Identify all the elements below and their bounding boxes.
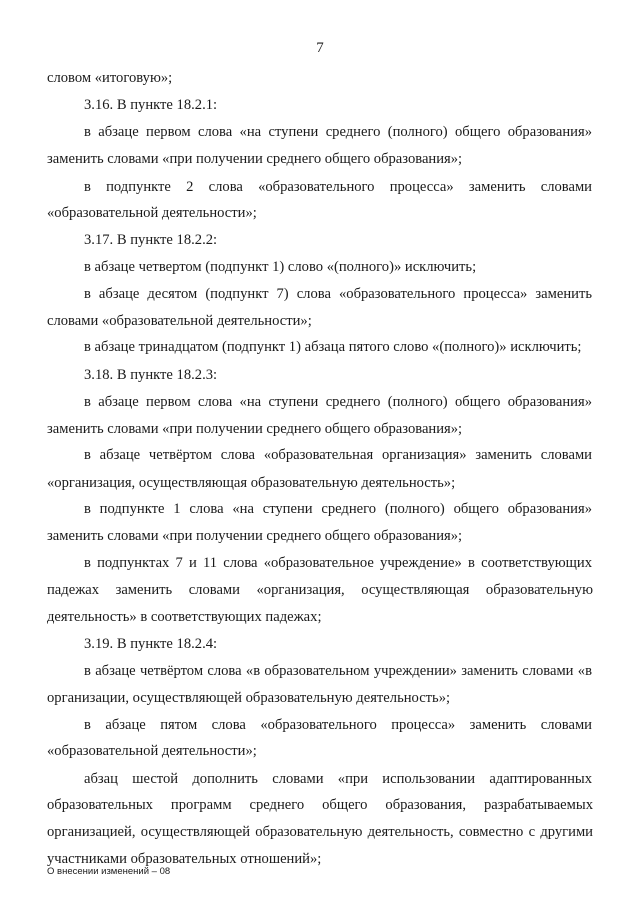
text-line: в абзаце тринадцатом (подпункт 1) абзаца пятого слово «(полного)» исключить; (84, 339, 582, 355)
text-line: организацией, осуществляющей образовательную деятельность, совместно с другими (47, 824, 593, 840)
document-footer: О внесении изменений – 08 (47, 866, 171, 877)
text-line: в подпунктах 7 и 11 слова «образовательное учреждение» в соответствующих (84, 555, 592, 571)
text-line: в подпункте 1 слова «на ступени среднего (полного) общего образования» (84, 501, 592, 517)
text-line: падежах заменить словами «организация, осуществляющая образовательную (47, 582, 593, 598)
text-line: заменить словами «при получении среднего общего образования»; (47, 151, 463, 167)
text-line: «организация, осуществляющая образовательную деятельность»; (47, 475, 456, 491)
text-line: заменить словами «при получении среднего общего образования»; (47, 528, 463, 544)
text-line: словами «образовательной деятельности»; (47, 313, 312, 329)
text-line: в абзаце первом слова «на ступени среднего (полного) общего образования» (84, 394, 592, 410)
text-line: заменить словами «при получении среднего общего образования»; (47, 421, 463, 437)
page-number: 7 (316, 40, 324, 56)
text-line: в абзаце четвёртом слова «в образовательном учреждении» заменить словами «в (84, 663, 592, 679)
text-line: деятельность» в соответствующих падежах; (47, 609, 322, 625)
text-line: участниками образовательных отношений»; (47, 851, 322, 867)
text-line: организации, осуществляющей образовательную деятельность»; (47, 690, 451, 706)
text-line: в абзаце первом слова «на ступени среднего (полного) общего образования» (84, 124, 592, 140)
text-line: в абзаце четвертом (подпункт 1) слово «(полного)» исключить; (84, 259, 477, 275)
text-line: словом «итоговую»; (47, 70, 173, 86)
text-line: «образовательной деятельности»; (47, 205, 257, 221)
text-line: в абзаце десятом (подпункт 7) слова «образовательного процесса» заменить (84, 286, 592, 302)
section-heading-3-16: 3.16. В пункте 18.2.1: (84, 97, 218, 113)
text-line: в абзаце четвёртом слова «образовательная организация» заменить словами (84, 447, 592, 463)
section-heading-3-17: 3.17. В пункте 18.2.2: (84, 232, 218, 248)
text-line: «образовательной деятельности»; (47, 743, 257, 759)
section-heading-3-18: 3.18. В пункте 18.2.3: (84, 367, 218, 383)
section-heading-3-19: 3.19. В пункте 18.2.4: (84, 636, 218, 652)
text-line: в подпункте 2 слова «образовательного процесса» заменить словами (84, 179, 592, 195)
text-line: в абзаце пятом слова «образовательного процесса» заменить словами (84, 717, 592, 733)
text-line: образовательных программ среднего общего образования, разрабатываемых (47, 797, 593, 813)
text-line: абзац шестой дополнить словами «при использовании адаптированных (84, 771, 592, 787)
